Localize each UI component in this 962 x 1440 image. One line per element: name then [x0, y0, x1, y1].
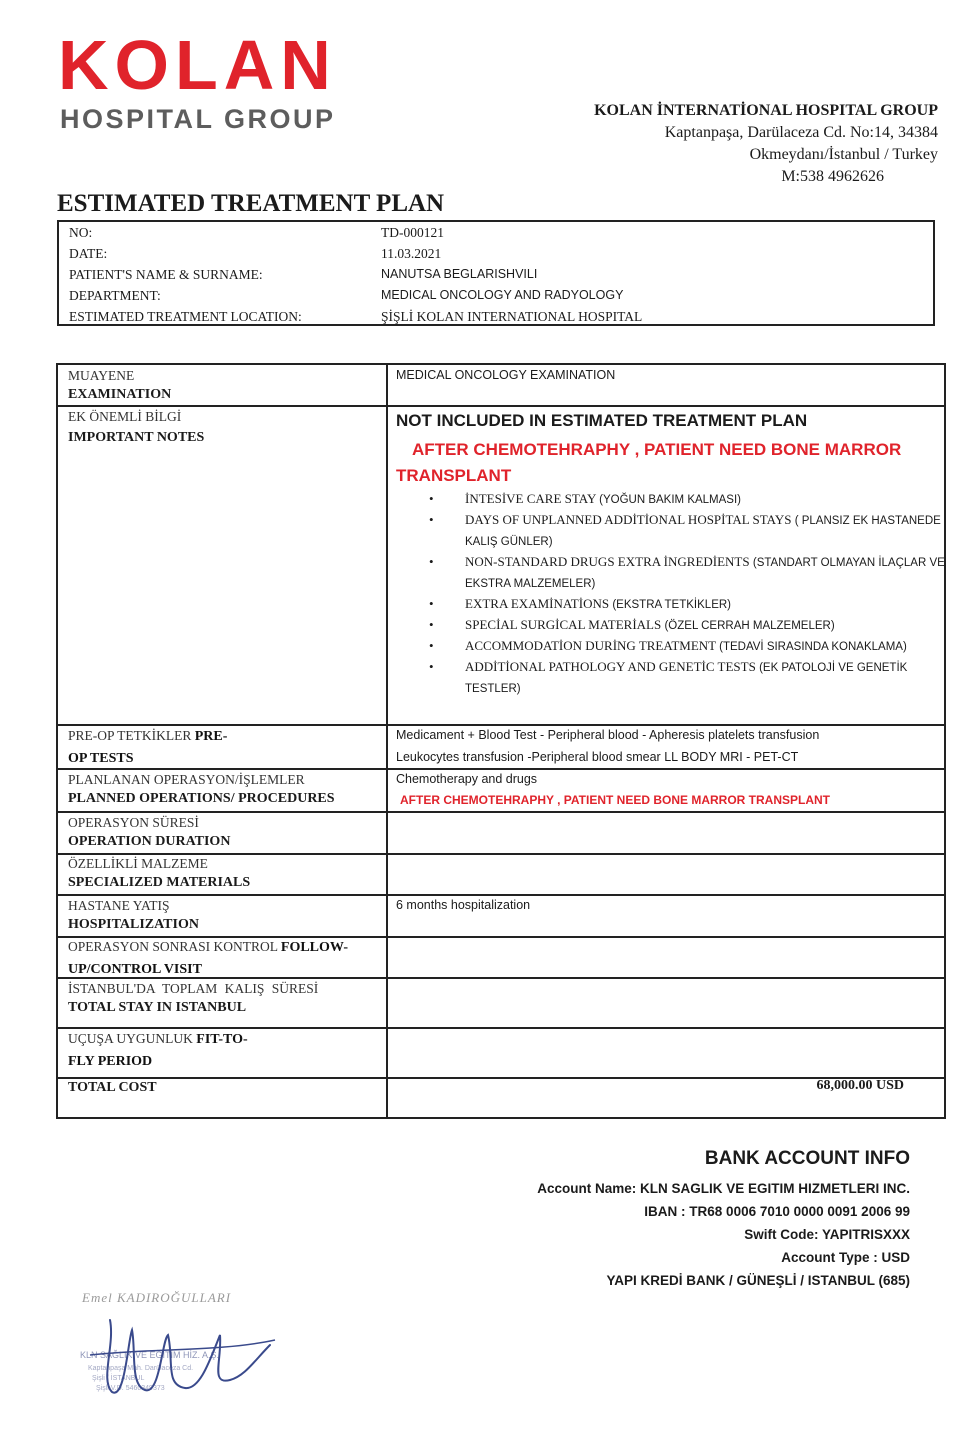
patient-info-box — [57, 220, 935, 326]
table-divider — [58, 405, 944, 407]
address-name: KOLAN İNTERNATİONAL HOSPITAL GROUP — [594, 102, 938, 119]
list-item: • ACCOMMODATİON DURİNG TREATMENT (TEDAVİ SIRASINDA KONAKLAMA) — [423, 636, 953, 657]
info-value: NANUTSA BEGLARISHVILI — [381, 267, 538, 281]
bank-account-info — [537, 1145, 910, 1292]
info-label: ESTIMATED TREATMENT LOCATION: — [69, 309, 302, 324]
info-label: DATE: — [69, 246, 108, 261]
hospitalization-label-en: HOSPITALIZATION — [68, 917, 199, 932]
preop-value-line1: Medicament + Blood Test - Peripheral blood - Apheresis platelets transfusion — [396, 728, 820, 742]
list-item: • DAYS OF UNPLANNED ADDİTİONAL HOSPİTAL STAYS ( PLANSIZ EK HASTANEDE KALIŞ GÜNLER) — [423, 510, 953, 552]
address-line2: Okmeydanı/İstanbul / Turkey — [749, 146, 938, 163]
notes-warning-line2: TRANSPLANT — [396, 466, 512, 485]
svg-text:KLN SAĞLIK VE EĞİTİM HİZ. A.Ş.: KLN SAĞLIK VE EĞİTİM HİZ. A.Ş. — [80, 1350, 220, 1360]
svg-text:Kaptanpaşa Mah. Darülaceza Cd.: Kaptanpaşa Mah. Darülaceza Cd. — [88, 1365, 194, 1372]
info-value: 11.03.2021 — [381, 246, 442, 261]
materials-label-tr: ÖZELLİKLİ MALZEME — [68, 856, 208, 871]
duration-label-tr: OPERASYON SÜRESİ — [68, 815, 199, 830]
planned-label-tr: PLANLANAN OPERASYON/İŞLEMLER — [68, 772, 305, 787]
info-label: NO: — [69, 225, 93, 240]
fittofly-label: UÇUŞA UYGUNLUK FIT-TO- FLY PERIOD — [68, 1031, 248, 1069]
info-value: TD-000121 — [381, 225, 444, 240]
address-phone: M:538 4962626 — [781, 168, 884, 185]
list-item: • EXTRA EXAMİNATİONS (EKSTRA TETKİKLER) — [423, 594, 953, 615]
info-label: PATIENT'S NAME & SURNAME: — [69, 267, 263, 282]
total-cost-label: TOTAL COST — [68, 1080, 157, 1095]
list-item: • ADDİTİONAL PATHOLOGY AND GENETİC TESTS (EK PATOLOJİ VE GENETİK TESTLER) — [423, 657, 953, 699]
address-line1: Kaptanpaşa, Darülaceza Cd. No:14, 34384 — [664, 124, 938, 141]
planned-label-en: PLANNED OPERATIONS/ PROCEDURES — [68, 791, 335, 806]
info-value: ŞİŞLİ KOLAN INTERNATIONAL HOSPITAL — [381, 309, 643, 324]
svg-text:Şişli / İSTANBUL: Şişli / İSTANBUL — [92, 1375, 145, 1382]
treatment-plan-table — [56, 363, 946, 1119]
notes-label-tr: EK ÖNEMLİ BİLGİ — [68, 409, 182, 424]
hospital-logo-subtitle: HOSPITAL GROUP — [60, 104, 336, 134]
hospital-logo: KOLAN — [58, 26, 337, 104]
bank-iban: IBAN : TR68 0006 7010 0000 0091 2006 99 — [644, 1204, 910, 1219]
preop-value-line2: Leukocytes transfusion -Peripheral blood smear LL BODY MRI - PET-CT — [396, 750, 799, 764]
table-divider — [386, 365, 388, 1117]
bank-title: BANK ACCOUNT INFO — [704, 1148, 910, 1169]
followup-label: OPERASYON SONRASI KONTROL FOLLOW- UP/CONTROL VISIT — [68, 939, 349, 977]
notes-label-en: IMPORTANT NOTES — [68, 430, 205, 445]
hospital-address — [594, 100, 938, 188]
list-item: • SPECİAL SURGİCAL MATERİALS (ÖZEL CERRAH MALZEMELER) — [423, 615, 953, 636]
examination-value: MEDICAL ONCOLOGY EXAMINATION — [396, 368, 616, 382]
materials-label-en: SPECIALIZED MATERIALS — [68, 875, 251, 890]
hospitalization-label-tr: HASTANE YATIŞ — [68, 898, 170, 913]
bank-branch: YAPI KREDİ BANK / GÜNEŞLİ / ISTANBUL (685) — [606, 1273, 910, 1288]
notes-warning-line1: AFTER CHEMOTEHRAPHY , PATIENT NEED BONE MARROR — [412, 440, 902, 459]
examination-label-en: EXAMINATION — [68, 387, 172, 402]
notes-warning — [396, 437, 936, 489]
signature-stamp — [70, 1290, 300, 1410]
bank-account-type: Account Type : USD — [781, 1250, 910, 1265]
totalstay-label-en: TOTAL STAY IN ISTANBUL — [68, 1000, 247, 1015]
planned-value-line2: AFTER CHEMOTEHRAPHY , PATIENT NEED BONE MARROR TRANSPLANT — [400, 793, 831, 807]
total-cost-value: 68,000.00 USD — [816, 1078, 904, 1093]
planned-value-line1: Chemotherapy and drugs — [396, 772, 538, 786]
bank-account-name: Account Name: KLN SAGLIK VE EGITIM HIZMETLERI INC. — [537, 1181, 910, 1196]
examination-label-tr: MUAYENE — [68, 368, 135, 383]
totalstay-label-tr: İSTANBUL'DA TOPLAM KALIŞ SÜRESİ — [68, 981, 319, 996]
svg-text:Şişli V.D. 5460349373: Şişli V.D. 5460349373 — [96, 1385, 165, 1392]
notes-heading: NOT INCLUDED IN ESTIMATED TREATMENT PLAN — [396, 411, 808, 430]
document-title: ESTIMATED TREATMENT PLAN — [57, 190, 445, 217]
duration-label-en: OPERATION DURATION — [68, 834, 231, 849]
hospitalization-value: 6 months hospitalization — [396, 898, 531, 912]
excluded-items-list — [423, 489, 953, 699]
list-item: • NON-STANDARD DRUGS EXTRA İNGREDİENTS (STANDART OLMAYAN İLAÇLAR VE EKSTRA MALZEMELER) — [423, 552, 953, 594]
info-value: MEDICAL ONCOLOGY AND RADYOLOGY — [381, 288, 624, 302]
table-divider — [58, 1077, 944, 1079]
info-label: DEPARTMENT: — [69, 288, 161, 303]
svg-text:Emel KADIROĞULLARI: Emel KADIROĞULLARI — [82, 1290, 232, 1305]
preop-label: PRE-OP TETKİKLER PRE- OP TESTS — [68, 728, 228, 766]
bank-swift: Swift Code: YAPITRISXXX — [744, 1227, 910, 1242]
list-item: • İNTESİVE CARE STAY (YOĞUN BAKIM KALMASI) — [423, 489, 953, 510]
